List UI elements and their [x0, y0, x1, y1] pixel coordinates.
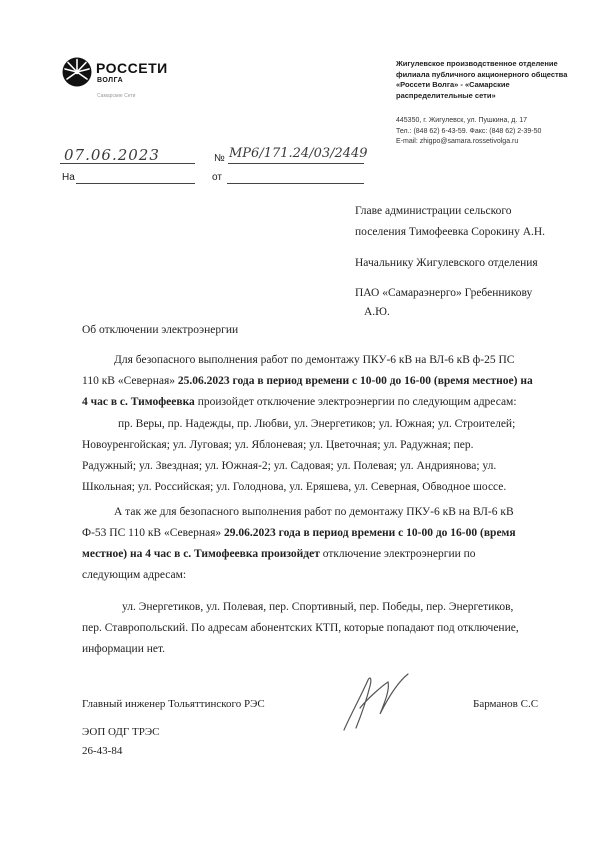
- reg-number-line: [228, 163, 364, 164]
- body-line: местное) на 4 час в с. Тимофеевка произойдет отключение электроэнергии по: [82, 548, 476, 560]
- na-line: [76, 183, 195, 184]
- body-line: ул. Энергетиков, ул. Полевая, пер. Спортивный, пер. Победы, пер. Энергетиков,: [122, 601, 514, 613]
- body-line: Радужный; ул. Звездная; ул. Южная-2; ул. Садовая; ул. Полевая; ул. Андриянова; ул.: [82, 460, 497, 472]
- ot-label: от: [212, 172, 222, 183]
- org-line: Жигулевское производственное отделение: [396, 59, 558, 68]
- body-line: следующим адресам:: [82, 569, 187, 581]
- body-paragraph-4: [82, 597, 560, 660]
- org-line: филиала публичного акционерного общества: [396, 69, 568, 79]
- body-line: Новоуренгойская; ул. Луговая; ул. Яблоневая; ул. Цветочная; ул. Радужная; пер.: [82, 439, 474, 451]
- org-phone: Тел.: (848 62) 6-43-59. Факс: (848 62) 2-39-50: [396, 127, 542, 135]
- organization-name: [396, 59, 586, 101]
- signatory-name: Барманов С.С: [473, 698, 539, 710]
- na-label: На: [62, 172, 75, 183]
- recipient-line: ПАО «Самараэнерго» Гребенникову: [355, 287, 533, 299]
- rosseti-logo-icon: [62, 57, 92, 87]
- body-line: А так же для безопасного выполнения работ по демонтажу ПКУ-6 кВ на ВЛ-6 кВ: [114, 506, 514, 518]
- body-line: 110 кВ «Северная» 25.06.2023 года в период времени с 10-00 до 16-00 (время местное) на: [82, 375, 533, 387]
- body-line: Ф-53 ПС 110 кВ «Северная» 29.06.2023 года в период времени с 10-00 до 16-00 (время: [82, 527, 516, 539]
- logo-brand-name: РОССЕТИ: [96, 60, 168, 76]
- body-line: информации нет.: [82, 643, 166, 655]
- body-line: пер. Ставропольский. По адресам абонентских КТП, которые попадают под отключение,: [82, 622, 519, 634]
- handwritten-signature-icon: [338, 668, 418, 738]
- reg-date: 07.06.2023: [64, 146, 160, 164]
- logo-brand-sub: ВОЛГА: [97, 77, 124, 84]
- footer-department: ЭОП ОДГ ТРЭС: [82, 726, 160, 738]
- body-line: пр. Веры, пр. Надежды, пр. Любви, ул. Энергетиков; ул. Южная; ул. Строителей;: [118, 418, 516, 430]
- body-paragraph-3: [82, 502, 560, 586]
- signatory-position: Главный инженер Тольяттинского РЭС: [82, 698, 265, 710]
- body-line: 4 час в с. Тимофеевка произойдет отключение электроэнергии по следующим адресам:: [82, 396, 517, 408]
- ot-line: [227, 183, 364, 184]
- org-line: распределительные сети»: [396, 90, 496, 100]
- recipient-line: А.Ю.: [364, 306, 390, 318]
- body-line: Школьная; ул. Российская; ул. Голоднова, ул. Еряшева, ул. Северная, Обводное шоссе.: [82, 481, 507, 493]
- letter-subject: Об отключении электроэнергии: [82, 324, 239, 336]
- footer-phone: 26-43-84: [82, 745, 123, 757]
- body-paragraph-1: [82, 350, 560, 413]
- logo-tagline: Самарские Сети: [97, 93, 136, 99]
- body-paragraph-2: [82, 414, 560, 498]
- recipient-line: Главе администрации сельского: [355, 205, 512, 217]
- recipient-line: Начальнику Жигулевского отделения: [355, 257, 538, 269]
- org-email: E-mail: zhigpo@samara.rossetivolga.ru: [396, 138, 519, 145]
- reg-number-label: №: [214, 153, 225, 164]
- reg-date-line: [60, 163, 195, 164]
- recipient-line: поселения Тимофеевка Сорокину А.Н.: [355, 226, 546, 238]
- organization-contacts: [396, 116, 541, 148]
- body-line: Для безопасного выполнения работ по демонтажу ПКУ-6 кВ на ВЛ-6 кВ ф-25 ПС: [114, 354, 515, 366]
- org-address: 445350, г. Жигулевск, ул. Пушкина, д. 17: [396, 117, 528, 124]
- reg-number: МР6/171.24/03/2449: [229, 146, 368, 161]
- org-line: «Россети Волга» - «Самарские: [396, 80, 510, 89]
